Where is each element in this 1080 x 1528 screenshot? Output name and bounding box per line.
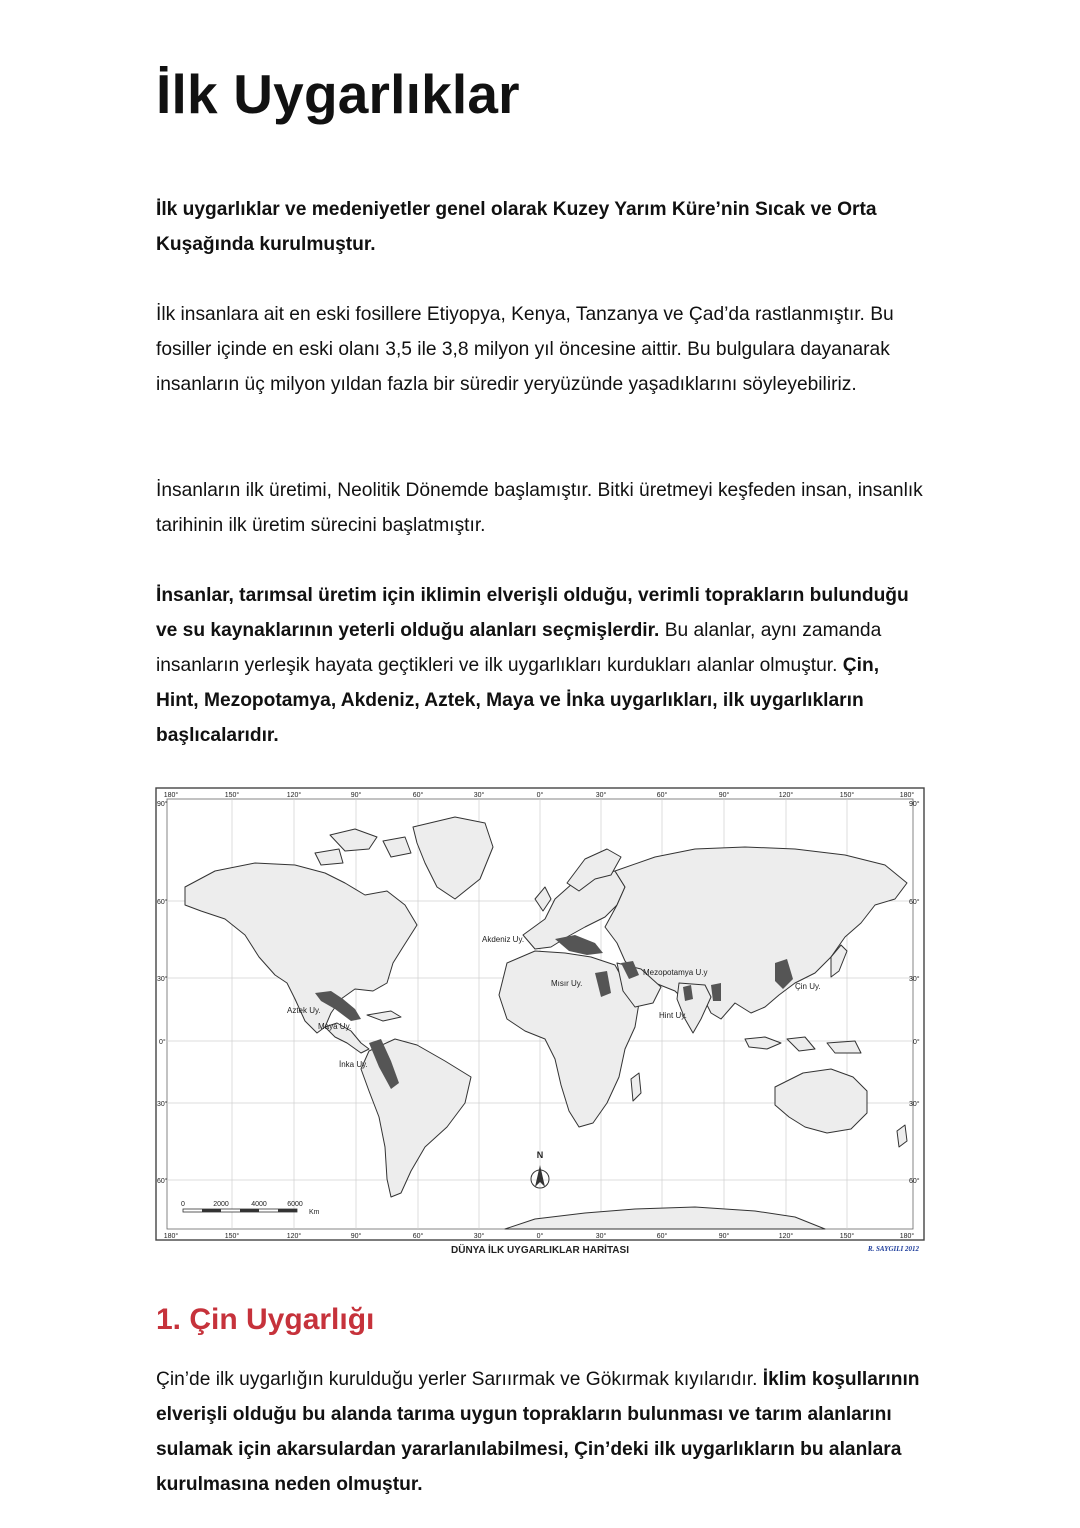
lon-tick: 120°	[286, 792, 302, 799]
lon-tick: 120°	[778, 1233, 794, 1240]
neolithic-paragraph: İnsanların ilk üretimi, Neolitik Dönemde başlamıştır. Bitki üretmeyi keşfeden insan, insanlık tarihinin ilk üretim sürecini başlatmıştır.	[156, 480, 923, 536]
scale-value: 0	[181, 1201, 185, 1208]
lon-tick: 120°	[286, 1233, 302, 1240]
civilizations-bold-text: Çin, Hint, Mezopotamya, Akdeniz, Aztek, Maya ve İnka uygarlıkları, ilk uygarlıkların başlıcalarıdır.	[156, 655, 880, 746]
lat-tick: 90°	[157, 801, 168, 808]
lon-tick: 30°	[595, 1233, 607, 1240]
lon-tick: 180°	[163, 1233, 179, 1240]
lat-tick: 30°	[157, 1101, 168, 1108]
lon-tick: 60°	[412, 792, 424, 799]
cin-text: Çin’de ilk uygarlığın kurulduğu yerler Sarıırmak ve Gökırmak kıyılarıdır.	[156, 1369, 763, 1390]
lat-tick: 0°	[913, 1039, 920, 1046]
lon-tick: 90°	[350, 792, 362, 799]
lat-tick: 0°	[159, 1039, 166, 1046]
page-title: İlk Uygarlıklar	[156, 63, 520, 125]
section-title-cin: 1. Çin Uygarlığı	[156, 1303, 375, 1336]
fossils-paragraph: İlk insanlara ait en eski fosillere Etiyopya, Kenya, Tanzanya ve Çad’da rastlanmıştır. Bu fosiller içinde en eski olanı 3,5 ile 3,8 milyon yıl öncesine aittir. Bu bulgulara dayanarak insanların üç milyon yıldan fazla bir süredir yeryüzünde yaşadıklarını söyleyebiliriz.	[156, 304, 894, 395]
scale-unit: Km	[309, 1209, 320, 1216]
intro-bold-text: İlk uygarlıklar ve medeniyetler genel olarak Kuzey Yarım Küre’nin Sıcak ve Orta Kuşağında kurulmuştur.	[156, 199, 877, 255]
label-hint: Hint Uy.	[659, 1011, 687, 1020]
lat-tick: 30°	[909, 1101, 920, 1108]
lat-tick: 30°	[157, 976, 168, 983]
lon-tick: 150°	[839, 1233, 855, 1240]
lon-tick: 150°	[224, 1233, 240, 1240]
lon-tick: 90°	[718, 792, 730, 799]
lat-tick: 60°	[157, 1178, 168, 1185]
lon-tick: 30°	[595, 792, 607, 799]
lon-tick: 0°	[536, 792, 544, 799]
lon-tick: 180°	[899, 792, 915, 799]
lon-tick: 90°	[718, 1233, 730, 1240]
lat-tick: 60°	[157, 899, 168, 906]
lon-tick: 60°	[412, 1233, 424, 1240]
lon-tick: 120°	[778, 792, 794, 799]
label-aztek: Aztek Uy.	[287, 1006, 321, 1015]
lon-tick: 60°	[656, 792, 668, 799]
lon-tick: 180°	[899, 1233, 915, 1240]
scale-value: 6000	[287, 1201, 303, 1208]
settlement-text: Bu alanlar, aynı zamanda insanların yerleşik hayata geçtikleri ve ilk uygarlıkları kurdukları alanlar olmuştur.	[156, 620, 882, 676]
cin-paragraph	[156, 1362, 926, 1502]
label-mezopotamya: Mezopotamya U.y	[643, 968, 708, 977]
map-credit: R. SAYGILI 2012	[867, 1245, 919, 1253]
label-akdeniz: Akdeniz Uy.	[482, 935, 525, 944]
lon-tick: 60°	[656, 1233, 668, 1240]
lon-tick: 180°	[163, 792, 179, 799]
lon-tick: 30°	[473, 792, 485, 799]
cin-bold-text: İklim koşullarının elverişli olduğu bu alanda tarıma uygun toprakların bulunması ve tarım alanlarını sulamak için akarsulardan yararlanılabilmesi, Çin’deki ilk uygarlıkların bu alanlara kurulmasına neden olmuştur.	[156, 1369, 920, 1495]
lat-tick: 90°	[909, 801, 920, 808]
scale-value: 4000	[251, 1201, 267, 1208]
lon-tick: 90°	[350, 1233, 362, 1240]
settlement-paragraph	[156, 578, 926, 753]
lon-tick: 150°	[839, 792, 855, 799]
label-maya: Maya Uy.	[318, 1022, 352, 1031]
lon-tick: 0°	[536, 1233, 544, 1240]
intro-paragraph	[156, 192, 926, 262]
lat-tick: 60°	[909, 899, 920, 906]
scale-value: 2000	[213, 1201, 229, 1208]
label-misir: Mısır Uy.	[551, 979, 583, 988]
north-label: N	[536, 1150, 544, 1160]
label-inka: İnka Uy.	[339, 1060, 368, 1069]
world-civilizations-map	[155, 787, 925, 1257]
lat-tick: 30°	[909, 976, 920, 983]
map-caption: DÜNYA İLK UYGARLIKLAR HARİTASI	[451, 1245, 629, 1256]
settlement-bold-text: İnsanlar, tarımsal üretim için iklimin elverişli olduğu, verimli toprakların bulunduğu ve su kaynaklarının yeterli olduğu alanları seçmişlerdir.	[156, 585, 909, 641]
lat-tick: 60°	[909, 1178, 920, 1185]
label-cin: Çin Uy.	[795, 982, 821, 991]
lon-tick: 150°	[224, 792, 240, 799]
lon-tick: 30°	[473, 1233, 485, 1240]
